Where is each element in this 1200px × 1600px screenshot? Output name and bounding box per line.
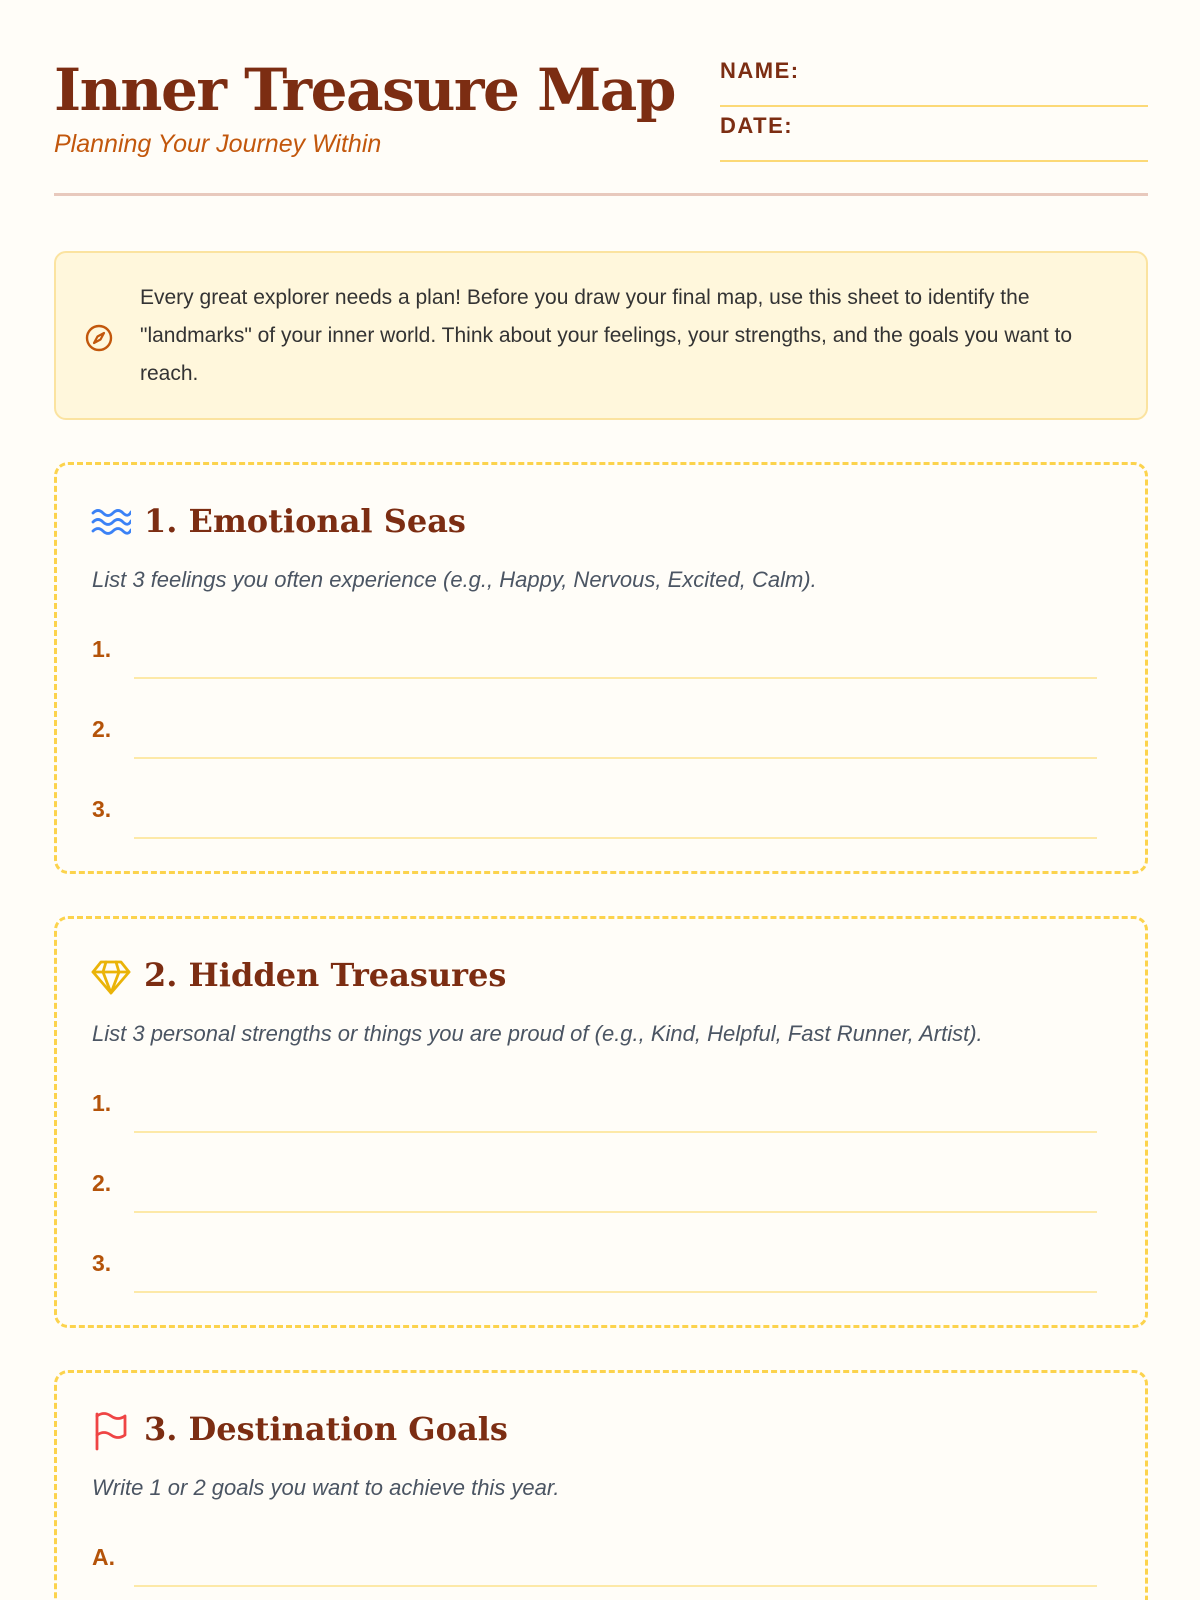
writing-line [134, 1585, 1097, 1587]
name-field-row [720, 52, 1148, 107]
line-number: 2. [92, 1170, 112, 1196]
section-description: List 3 feelings you often experience (e.g., Happy, Nervous, Excited, Calm). [92, 567, 817, 592]
answer-lines [92, 615, 1097, 855]
goal-a-input[interactable] [134, 1539, 1097, 1583]
strength-1-input[interactable] [134, 1085, 1097, 1129]
page-subtitle: Planning Your Journey Within [54, 130, 382, 158]
answer-lines [92, 1069, 1097, 1309]
waves-icon [91, 503, 131, 543]
date-label: DATE: [720, 113, 794, 138]
line-number: A. [92, 1544, 115, 1570]
line-number: 1. [92, 1090, 112, 1116]
section-emotional-seas [54, 462, 1148, 874]
section-title: 3. Destination Goals [144, 1410, 508, 1448]
gem-icon [91, 957, 131, 997]
writing-line [134, 1131, 1097, 1133]
answer-line [92, 1229, 1097, 1309]
section-title: 2. Hidden Treasures [144, 956, 507, 994]
writing-line [134, 1211, 1097, 1213]
section-hidden-treasures [54, 916, 1148, 1328]
name-field[interactable] [816, 56, 1148, 96]
answer-lines [92, 1523, 1097, 1600]
date-field[interactable] [816, 111, 1148, 151]
flag-icon [91, 1411, 131, 1451]
writing-line [134, 757, 1097, 759]
line-number: 3. [92, 1250, 112, 1276]
writing-line [134, 837, 1097, 839]
section-destination-goals [54, 1370, 1148, 1600]
strength-3-input[interactable] [134, 1245, 1097, 1289]
line-number: 1. [92, 636, 112, 662]
worksheet-header [54, 0, 1148, 196]
intro-text: Every great explorer needs a plan! Before you draw your final map, use this sheet to identify the "landmarks" of your inner world. Think about your feelings, your strengths, and the goals you want to reach. [140, 286, 1073, 385]
strength-2-input[interactable] [134, 1165, 1097, 1209]
feeling-1-input[interactable] [134, 631, 1097, 675]
intro-callout [54, 251, 1148, 420]
answer-line [92, 695, 1097, 775]
answer-line [92, 775, 1097, 855]
page-title: Inner Treasure Map [54, 56, 675, 124]
section-title: 1. Emotional Seas [144, 502, 466, 540]
feeling-3-input[interactable] [134, 791, 1097, 835]
writing-line [134, 677, 1097, 679]
section-description: List 3 personal strengths or things you are proud of (e.g., Kind, Helpful, Fast Runner, Artist). [92, 1021, 983, 1046]
date-field-row [720, 107, 1148, 162]
writing-line [134, 1291, 1097, 1293]
feeling-2-input[interactable] [134, 711, 1097, 755]
answer-line [92, 615, 1097, 695]
compass-icon [84, 323, 114, 353]
section-description: Write 1 or 2 goals you want to achieve this year. [92, 1475, 560, 1500]
answer-line [92, 1523, 1097, 1600]
line-number: 2. [92, 716, 112, 742]
answer-line [92, 1149, 1097, 1229]
worksheet-page [54, 0, 1148, 1600]
name-label: NAME: [720, 58, 800, 83]
student-info [720, 52, 1148, 162]
answer-line [92, 1069, 1097, 1149]
line-number: 3. [92, 796, 112, 822]
